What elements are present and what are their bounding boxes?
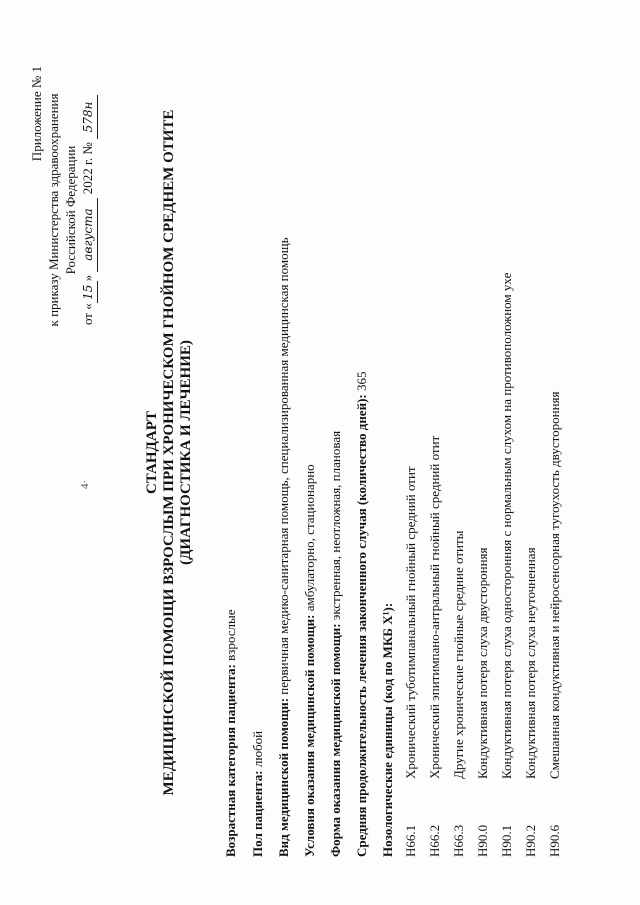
order-line: к приказу Министерства здравоохранения	[46, 93, 61, 327]
icd-description: Другие хронические гнойные средние отиты	[451, 530, 466, 779]
icd-code: H90.2	[523, 824, 538, 857]
title-sub: (ДИАГНОСТИКА И ЛЕЧЕНИЕ)	[178, 340, 194, 565]
icd-code: H90.0	[475, 824, 490, 857]
care-type-line	[276, 237, 292, 857]
age-value: взрослые	[223, 609, 238, 665]
order-number: 578н	[80, 95, 98, 139]
icd-description: Хронический туботимпанальный гнойный средний отит	[403, 466, 418, 779]
icd-code: H90.6	[547, 824, 562, 857]
sex-value: любой	[250, 730, 265, 771]
care-form-line	[328, 431, 344, 857]
appendix-number: Приложение № 1	[29, 66, 44, 162]
icd-code: H66.2	[427, 824, 442, 857]
care-form-label: Форма оказания медицинской помощи:	[328, 623, 343, 857]
care-type-label: Вид медицинской помощи:	[276, 697, 291, 857]
order-date-line	[79, 40, 98, 380]
age-label: Возрастная категория пациента:	[223, 664, 238, 857]
duration-value: 365	[354, 371, 369, 395]
icd-code: H90.1	[499, 824, 514, 857]
icd-code: H66.3	[451, 824, 466, 857]
duration-label: Средняя продолжительность лечения законченного случая (количество дней):	[354, 394, 369, 857]
sex-label: Пол пациента:	[250, 770, 265, 857]
care-conditions-label: Условия оказания медицинской помощи:	[302, 614, 317, 857]
stray-mark: 4·	[79, 479, 91, 489]
approval-block	[28, 40, 98, 380]
care-type-value: первичная медико-санитарная помощь, специализированная медицинская помощь	[276, 237, 291, 698]
icd-description: Кондуктивная потеря слуха односторонняя с нормальным слухом на противоположном ухе	[499, 272, 514, 779]
title-main: МЕДИЦИНСКОЙ ПОМОЩИ ВЗРОСЛЫМ ПРИ ХРОНИЧЕСКОМ ГНОЙНОМ СРЕДНЕМ ОТИТЕ	[161, 109, 177, 796]
icd-description: Хронический эпитимпано-антральный гнойный средний отит	[427, 435, 442, 779]
icd-description: Кондуктивная потеря слуха двусторонняя	[475, 547, 490, 779]
sex-line	[250, 731, 266, 857]
date-prefix: от «	[80, 303, 95, 326]
nosology-line	[380, 603, 396, 857]
care-form-value: экстренная, неотложная, плановая	[328, 430, 343, 624]
care-conditions-value: амбулаторно, стационарно	[302, 464, 317, 615]
title-standard: СТАНДАРТ	[144, 410, 160, 495]
federation-line: Российской Федерации	[63, 145, 78, 275]
order-year: 2022 г. №	[80, 142, 95, 195]
care-conditions-line	[302, 464, 318, 857]
date-mid: »	[80, 274, 95, 282]
age-category-line	[223, 610, 239, 857]
order-day: 15	[80, 281, 98, 303]
duration-line	[354, 372, 370, 857]
nosology-label: Нозологические единицы (код по МКБ X¹):	[380, 602, 395, 857]
icd-code: H66.1	[403, 824, 418, 857]
icd-description: Кондуктивная потеря слуха неуточненная	[523, 547, 538, 779]
document-title	[144, 0, 195, 905]
order-month: августа	[80, 198, 98, 272]
icd-description: Смешанная кондуктивная и нейросенсорная тугоухость двусторонняя	[547, 391, 562, 779]
